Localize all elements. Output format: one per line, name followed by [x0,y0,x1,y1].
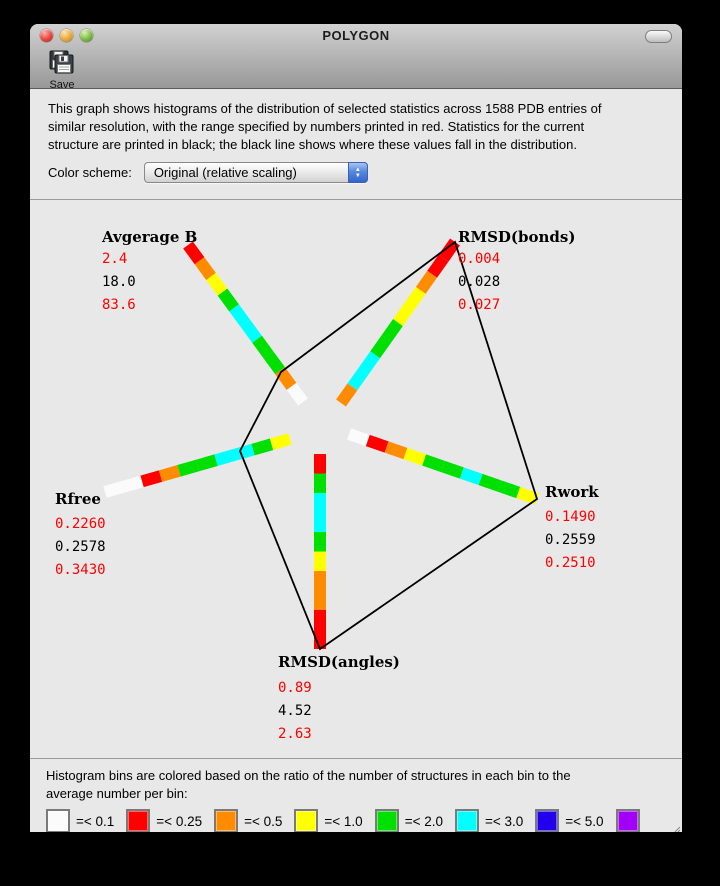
histogram-segment [292,386,304,402]
histogram-segment [409,290,420,306]
histogram-segment [216,455,235,460]
legend-label: =< 1.0 [324,813,363,829]
histogram-segment [387,447,406,454]
histogram-segment [499,486,518,493]
histogram-segment [198,460,217,465]
histogram-segment [364,355,375,371]
axis-current-value: 4.52 [278,703,312,719]
axis-max-value: 0.3430 [55,562,106,578]
histogram-segment [341,387,352,403]
histogram-segment [234,308,246,324]
legend-swatch-red [126,809,150,832]
histogram-segment [253,444,272,449]
save-button[interactable] [40,50,84,91]
description-text [48,100,682,154]
axis-label: RMSD(bonds) [458,228,576,246]
legend-swatch-green [375,809,399,832]
histogram-segment [211,276,223,292]
legend-caption-line: Histogram bins are colored based on the ratio of the number of structures in each bin to the [46,768,571,783]
titlebar[interactable] [30,24,682,48]
legend-label: =< 5.0 [565,813,604,829]
histogram-segment [142,476,161,481]
legend-swatch-purple [616,809,640,832]
axis-current-value: 18.0 [102,274,136,290]
polygon-window [30,24,682,832]
histogram-segment [349,434,368,441]
axis-min-value: 0.004 [458,251,501,267]
histogram-segment [518,493,537,500]
legend-swatch-white [46,809,70,832]
histogram-segment [105,487,124,492]
legend-swatch-yellow [294,809,318,832]
histogram-segment [188,245,200,261]
color-scheme-selected-value: Original (relative scaling) [153,165,297,180]
window-header [30,24,682,89]
axis-min-value: 0.2260 [55,516,106,532]
axis-label: Rfree [55,490,101,508]
description-panel [30,89,682,200]
save-button-label: Save [49,79,75,91]
histogram-segment [235,450,254,455]
axis-label: Rwork [545,483,599,501]
axis-min-value: 0.1490 [545,509,596,525]
resize-grip[interactable] [668,824,681,832]
histogram-segment [246,324,258,340]
axis-values [55,513,106,582]
histogram-segment [368,441,387,448]
axis-current-value: 0.2578 [55,539,106,555]
axis-min-value: 2.4 [102,251,128,267]
polygon-plot [30,200,682,759]
histogram-segment [161,471,180,476]
axis-min-value: 0.89 [278,680,312,696]
histogram-segment [432,258,443,274]
histogram-segment [443,467,462,474]
histogram-segment [398,306,409,322]
axis-values [102,248,136,317]
histogram-segment [272,439,291,444]
legend-label: =< 3.0 [484,813,524,829]
axis-values [458,248,500,317]
legend-swatch-cyan [455,809,479,832]
histogram-segment [280,371,292,387]
legend-label: =< 2.0 [404,813,443,829]
toolbar-toggle-button[interactable] [645,30,672,43]
legend-row [46,809,682,832]
axis-current-value: 0.028 [458,274,501,290]
axis-label: RMSD(angles) [278,653,400,671]
window-title: POLYGON [322,28,390,43]
axis-max-value: 83.6 [102,297,136,313]
legend-label: =< 0.25 [156,813,203,829]
axis-current-value: 0.2559 [545,532,596,548]
axis-label: Avgerage B [102,228,198,246]
histogram-segment [462,473,481,480]
histogram-segment [269,355,281,371]
legend-label: =< 0.1 [76,813,115,829]
axis-max-value: 2.63 [278,726,312,742]
histogram-segment [200,261,212,277]
histogram-segment [352,371,363,387]
histogram-segment [179,466,198,471]
histogram-segment [257,339,269,355]
axis-values [278,677,312,746]
legend-swatch-blue [535,809,559,832]
histogram-segment [387,323,398,339]
histogram-segment [375,339,386,355]
description-line: similar resolution, with the range specified by numbers printed in red. Statistics for the current [48,119,585,134]
legend-caption-line: average number per bin: [46,786,188,801]
axis-max-value: 0.2510 [545,555,596,571]
description-line: This graph shows histograms of the distribution of selected statistics across 1588 PDB entries of [48,101,602,116]
histogram-segment [405,454,424,461]
save-floppy-icon [48,61,76,78]
histogram-segment [481,480,500,487]
legend-label: =< 0.5 [244,813,283,829]
axis-values [545,506,596,575]
popup-stepper-icon: ▲ ▼ [348,162,368,183]
legend-panel [30,759,682,832]
histogram-segment [223,292,235,308]
histogram-segment [421,274,432,290]
color-scheme-label: Color scheme: [48,165,132,180]
description-line: structure are printed in black; the black line shows where these values fall in the distribution. [48,137,577,152]
color-scheme-select[interactable] [144,162,368,183]
legend-caption [46,767,682,803]
histogram-segment [424,460,443,467]
axis-max-value: 0.027 [458,297,501,313]
legend-swatch-orange [214,809,238,832]
histogram-segment [124,481,143,486]
